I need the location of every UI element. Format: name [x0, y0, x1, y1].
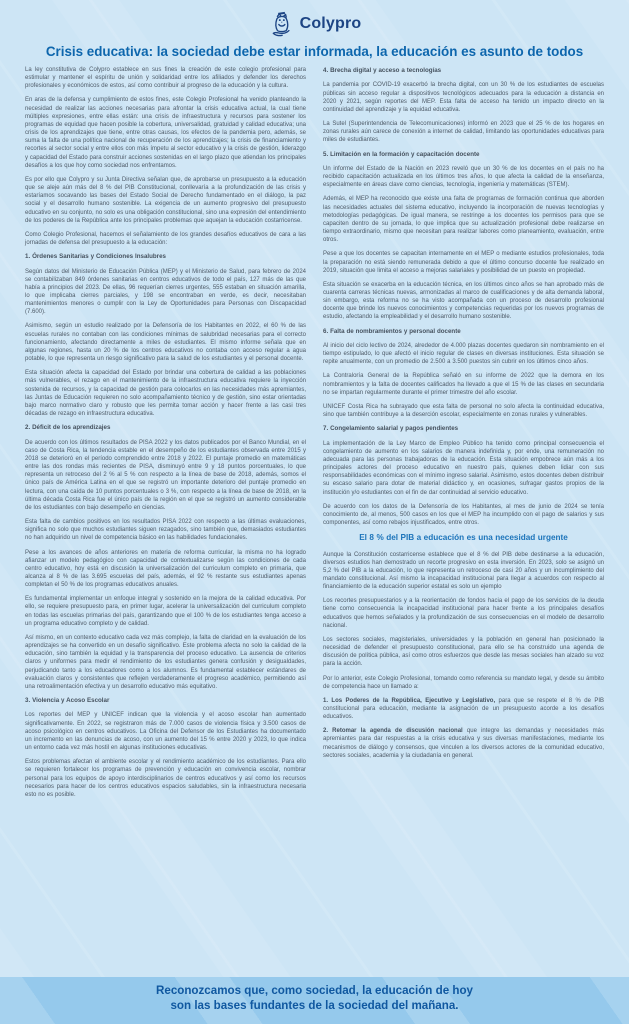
paragraph: Los recortes presupuestarios y a la reorientación de fondos hacia el pago de los servicios de la deuda tiene como consecuencia la incapacidad institucional para hacer frente a los principales desafíos educativos que hemos señalados y la profundización de sus consecuencias en el modelo de desarrollo nacional.: [323, 598, 604, 629]
paragraph: Como Colegio Profesional, hacemos el señalamiento de los grandes desafíos educativos de cara a las jornadas de defensa del presupuesto a la educación:: [25, 231, 306, 246]
paragraph: Los sectores sociales, magisteriales, universidades y la población en general han posicionado la necesidad de defender el presupuesto constitucional, para ello se ha construido una agenda de discusión de política pública, así como otros esfuerzos que desde las mesas sociales han alzado su voz para la acción.: [323, 636, 604, 668]
paragraph: Un informe del Estado de la Nación en 2023 reveló que un 30 % de los docentes en el país no ha recibido capacitación actualizada en los últimos tres años, lo que afecta la calidad de la enseñanza, especialmente en áreas clave como ciencias, tecnología, ingeniería y matemáticas (STEM).: [323, 165, 604, 189]
page-title: Crisis educativa: la sociedad debe estar informada, la educación es asunto de todos: [45, 44, 584, 59]
paragraph: Por lo anterior, este Colegio Profesional, tomando como referencia su mandato legal, y desde su ámbito de competencia hace un llamado a:: [323, 675, 604, 690]
section-heading: 3. Violencia y Acoso Escolar: [25, 697, 110, 704]
paragraph: Asimismo, según un estudio realizado por la Defensoría de los Habitantes en 2022, el 60 % de las escuelas rurales no contaban con las condiciones mínimas de salubridad necesarias para el correcto funcionamiento, afectando directamente a miles de estudiantes. El mismo informe señala que en algunas regiones, hasta un 20 % de los centros educativos no contaba con acceso regular a agua potable, lo que representa un riesgo significativo para la salud de los estudiantes y el personal docente.: [25, 323, 306, 363]
numbered-item-lead: 1. Los Poderes de la República, Ejecutivo y Legislativo,: [323, 697, 496, 704]
section-heading: 7. Congelamiento salarial y pagos pendientes: [323, 425, 459, 433]
paragraph: UNICEF Costa Rica ha subrayado que esta falta de personal no solo afecta la continuidad educativa, sino que también contribuye a la deserción escolar, especialmente en zonas rurales y vulnerables.: [323, 403, 604, 419]
section-heading: 4. Brecha digital y acceso a tecnologías: [323, 67, 442, 74]
section-heading: 5. Limitación en la formación y capacitación docente: [323, 150, 480, 158]
numbered-item: 2. Retomar la agenda de discusión nacional que integre las demandas y necesidades más apremiantes para dar respuestas a la crisis educativa y sus diversas manifestaciones, mediante los mecanismos de diálogo y consensos, que vinculen a los diversos actores de la comunidad educativo, sectores sociales, academia y la ciudadanía en general.: [323, 728, 604, 759]
footer-line-1: Reconozcamos que, como sociedad, la educación de hoy: [156, 984, 473, 997]
footer-line-2: son las bases fundantes de la sociedad del mañana.: [170, 999, 459, 1013]
paragraph: Esta situación afecta la capacidad del Estado por brindar una cobertura de calidad a las poblaciones más vulnerables, el rezago en el mantenimiento de la infraestructura educativa requiere la inyección sostenida de recursos, y la capacidad de gestión para colocarlos en las necesidades más apremiantes, las Juntas de Educación requieren no solo acompañamiento técnico y de gestión, sino estar orientadas bajo marco normativo claro y robusto que les permita tomar acción y hacer frente a las casi tres décadas de rezago en infraestructura educativa.: [25, 370, 306, 418]
two-column-body: [25, 66, 604, 805]
paragraph: Es por ello que Colypro y su Junta Directiva señalan que, de aprobarse un presupuesto a la educación que se aleje aún más del 8 % del PIB Constitucional, conllevaría a la profundización de las crisis y estaríamos socavando las bases del Estado Social de Derecho fundamentado en el diálogo, la paz social y el desarrollo humano sostenible. La exigencia de un aumento progresivo del presupuesto educativo en su conjunto, no solo es una obligación constitucional, sino una expresión del entendimiento de los poderes de la República ante los principales problemas que aquejan la educación costarricense.: [25, 176, 306, 224]
paragraph: En aras de la defensa y cumplimiento de estos fines, este Colegio Profesional ha venido planteando la necesidad de realizar las acciones necesarias para afrontar la crisis educativa actual, la cual tiene múltiples expresiones, entre ellas están: una crisis de infraestructura y recursos para sostener los programas de equidad que hacen posible la cobertura, universalidad, gratuidad y calidad educativa; una crisis de los aprendizajes que tiene, entre otras causas, los efectos de la pandemia pero, además, se suma la falta de una política nacional de recuperación de los aprendizajes; la crisis de financiamiento y recortes al sector social y entre ellos con más ímpetu al sector educativo y la crisis de gestión, liderazgo y capacidad del Estado para construir acciones sostenidas en el largo plazo que atiendan los principales desafíos a los que hoy como sociedad nos enfrentamos.: [25, 97, 306, 169]
paragraph: De acuerdo con los últimos resultados de PISA 2022 y los datos publicados por el Banco Mundial, en el caso de Costa Rica, la tendencia estable en el desempeño de los estudiantes observada entre 2015 y 2018 se deterioró en el período comprendido entre 2018 y 2022. El puntaje promedio en matemáticas entre las dos rondas más recientes de PISA, disminuyó entre 9 y 18 puntos porcentuales, lo que representa un retroceso del 2 % al 5 % con respecto a la línea de base de 2018, además, somos el único país de América Latina en el que se registró un importante deterioro del puntaje promedio en lectura, con una caída de 10 puntos porcentuales o 3 %, con respecto a la línea de base de 2018, en la última década Costa Rica fue el único país de la región en el que se registró un aumento considerable de los estudiantes con bajo desempeño en ciencias.: [25, 439, 306, 511]
paragraph: La Contraloría General de la República señaló en su informe de 2022 que la demora en los nombramientos y la falta de docentes calificados ha llevado a que el 15 % de las clases en secundaria no se impartan regularmente durante el primer trimestre del año escolar.: [323, 373, 604, 396]
paragraph: La pandemia por COVID-19 exacerbó la brecha digital, con un 30 % de los estudiantes de escuelas públicas sin acceso regular a dispositivos tecnológicos adecuados para la educación a distancia en 2020 y 2021, según reportes del MEP. Esta falta de acceso ha tenido un impacto directo en la continuidad del aprendizaje y la equidad educativa.: [323, 82, 604, 113]
colypro-logo: [25, 7, 604, 41]
paragraph: Así mismo, en un contexto educativo cada vez más complejo, la falta de claridad en la evaluación de los aprendizajes se ha convertido en un desafío significativo. Este problema afecta no solo la calidad de la educación, sino también la equidad y la transparencia del proceso educativo. La ausencia de criterios claros y uniformes para medir el rendimiento de los estudiantes genera confusión y desigualdades, perjudicando tanto a los educadores como a los alumnos. Es fundamental establecer estándares de evaluación claros y consistentes que reflejen verdaderamente el progreso académico, permitiendo así una retroalimentación efectiva y un desarrollo educativo más equitativo.: [25, 634, 306, 690]
owl-on-hand-icon: [268, 11, 295, 38]
section-heading: 2. Déficit de los aprendizajes: [25, 424, 111, 432]
paragraph: Pese a que los docentes se capacitan internamente en el MEP o mediante estudios profesionales, toda la preparación no está siendo remunerada debido a que el último concurso docente fue realizado en 2019, situación que limita el acceso a mejoras salariales y posibilidad de un puesto en propiedad.: [323, 251, 604, 274]
paragraph: La Sutel (Superintendencia de Telecomunicaciones) informó en 2023 que el 25 % de los hogares en zonas rurales aún carece de conexión a internet de calidad, limitando las oportunidades educativas para miles de estudiantes.: [323, 121, 604, 144]
pib-callout-heading: El 8 % del PIB a educación es una necesidad urgente: [359, 533, 568, 543]
paragraph: Es fundamental implementar un enfoque integral y sostenido en la mejora de la calidad educativa. Por ello, se requiere presupuesto para, en primer lugar, acelerar la universalización del curriculum completo en todas las escuelas primarias del país, garantizando que el 100 % de los estudiantes tenga acceso a un programa educativo completo y de calidad.: [25, 596, 306, 627]
paragraph: Esta situación se exacerba en la educación técnica, en los últimos cinco años se han aprobado más de cuarenta carreras técnicas nuevas, armonizadas al marco de cualificaciones y de alta demanda laboral, sin embargo, esta reforma no se ha visto acompañada con un proceso de desarrollo profesional docente que brinde los nuevos conocimientos y competencias requeridas por los nuevos programas de estudio, afectando la empleabilidad y el desarrollo humano sostenible.: [323, 281, 604, 321]
paragraph: Pese a los avances de años anteriores en materia de reforma curricular, la misma no ha logrado afianzar un modelo pedagógico con capacidad de contextualizarse según las condiciones de cada centro educativo, hoy está en discusión la universalización del curriculum completo en primaria, que alcanza al 8 % de las 3.695 escuelas del país, además, el 92 % restante sus estudiantes apenas completan el 50 % de los programas educativos anuales.: [25, 549, 306, 589]
footer-banner: [0, 977, 629, 1024]
paragraph: Esta falta de cambios positivos en los resultados PISA 2022 con respecto a las últimas evaluaciones, significa no solo que muchos estudiantes siguen rezagados, sino también que, demasiados estudiantes no han adquirido un nivel de competencia básico en las habilidades fundacionales.: [25, 519, 306, 542]
paragraph: Aunque la Constitución costarricense establece que el 8 % del PIB debe destinarse a la educación, diversos estudios han demostrado un recorte progresivo en esta inversión. En 2023, solo se asignó un 5,2 % del PIB a la educación, lo que representa un retroceso de casi 20 años y un incumplimiento del mandato constitucional. Así mismo la incapacidad institucional para llegar a acuerdos con respecto al financiamiento de la educación superior estatal es solo un ejemplo: [323, 551, 604, 591]
section-heading: 1. Órdenes Sanitarias y Condiciones Insalubres: [25, 253, 166, 261]
right-column: [323, 66, 604, 805]
paragraph: Además, el MEP ha reconocido que existe una falta de programas de formación continua que aborden las necesidades actuales del sistema educativo, incluyendo la incorporación de nuevas tecnologías y metodologías pedagógicas. De igual manera, se restringe a los docentes los permisos para que se capaciten dentro de su jornada, lo que implica que su actualización profesional debe realizarse en tiempo extraordinario, mismo que necesitan para realizar labores como planeamiento, evaluación, entre otros.: [323, 196, 604, 244]
numbered-item: 1. Los Poderes de la República, Ejecutivo y Legislativo, para que se respete el 8 % de PIB constitucional para educación, mediante la asignación de un presupuesto acorde a los desafíos educativos.: [323, 697, 605, 721]
logo-wordmark: Colypro: [299, 15, 362, 32]
paragraph: Los reportes del MEP y UNICEF indican que la violencia y el acoso escolar han aumentado significativamente. En 2022, se registraron más de 7.000 casos de violencia física y 3.500 casos de acoso psicológico en centros educativos. La Oficina del Defensor de los Estudiantes ha documentado un incremento en las denuncias de acoso, con un aumento del 15 % entre 2020 y 2023, lo que indica un entorno cada vez más hostil en algunas instituciones educativas.: [25, 712, 306, 752]
numbered-item-lead: 2. Retomar la agenda de discusión nacional: [323, 728, 463, 735]
paragraph: Estos problemas afectan el ambiente escolar y el rendimiento académico de los estudiantes. Para ello se requieren fortalecer los programas de prevención y educación en convivencia escolar, nombrar personal para los equipos de apoyo interdisciplinarios de centros educativos y así como los recursos necesarios para hacer de los centros educativos espacios saludables, sin la infraestructura necesaria esto no es posible.: [25, 759, 306, 798]
paragraph: La ley constitutiva de Colypro establece en sus fines la creación de este colegio profesional para estimular y mantener el espíritu de unión y solidaridad entre los afiliados y defender los derechos profesionales y económicos de estos, así como contribuir al progreso de la educación y la cultura.: [25, 67, 306, 90]
paragraph: De acuerdo con los datos de la Defensoría de los Habitantes, al mes de junio de 2024 se tenía conocimiento de, al menos, 500 casos en los que el MEP ha incumplido con el pago de salarios y sus componentes, así como rebajos injustificados, entre otros.: [323, 503, 604, 527]
paragraph: Según datos del Ministerio de Educación Pública (MEP) y el Ministerio de Salud, para febrero de 2024 se contabilizaban 849 órdenes sanitarias en centros educativos de todo el país, 127 más de las que había a principios del 2023. De ellas, 96 requerían cierres urgentes, 555 estaban en situación amarilla, lo que implicaba cierres parciales, y 198 se encontraban en verde, es decir, necesitaban mantenimientos menores o cumplir con la Ley de Oportunidades para Personas con Discapacidad (7.600).: [25, 268, 306, 316]
section-heading: 6. Falta de nombramientos y personal docente: [323, 327, 461, 335]
left-column: [25, 66, 306, 805]
paragraph: Al inicio del ciclo lectivo de 2024, alrededor de 4.000 plazas docentes quedaron sin nombramiento en el tiempo estipulado, lo que afectó el inicio regular de clases en diversas instituciones. Esta situación se repite anualmente, con un promedio de 2.500 a 3.500 puestos sin cubrir en los últimos cinco años.: [323, 343, 604, 366]
paragraph: La implementación de la Ley Marco de Empleo Público ha tenido como principal consecuencia el congelamiento de aumento en los salarios de manera indefinida y, por ende, una remuneración no adecuada para las personas trabajadoras de la educación. Esta situación empobrece aún más a los principales actores del proceso educativo en nuestro país, quienes deben lidiar con sus responsabilidades económicas con el mínimo ingreso salarial. Asimismo, estos docentes deben distribuir su escaso salario para dotar de material didáctico y, en ocasiones, sufragar gastos propios de la institución y/o estudiantes con el fin de dar continuidad al servicio educativo.: [323, 440, 604, 496]
